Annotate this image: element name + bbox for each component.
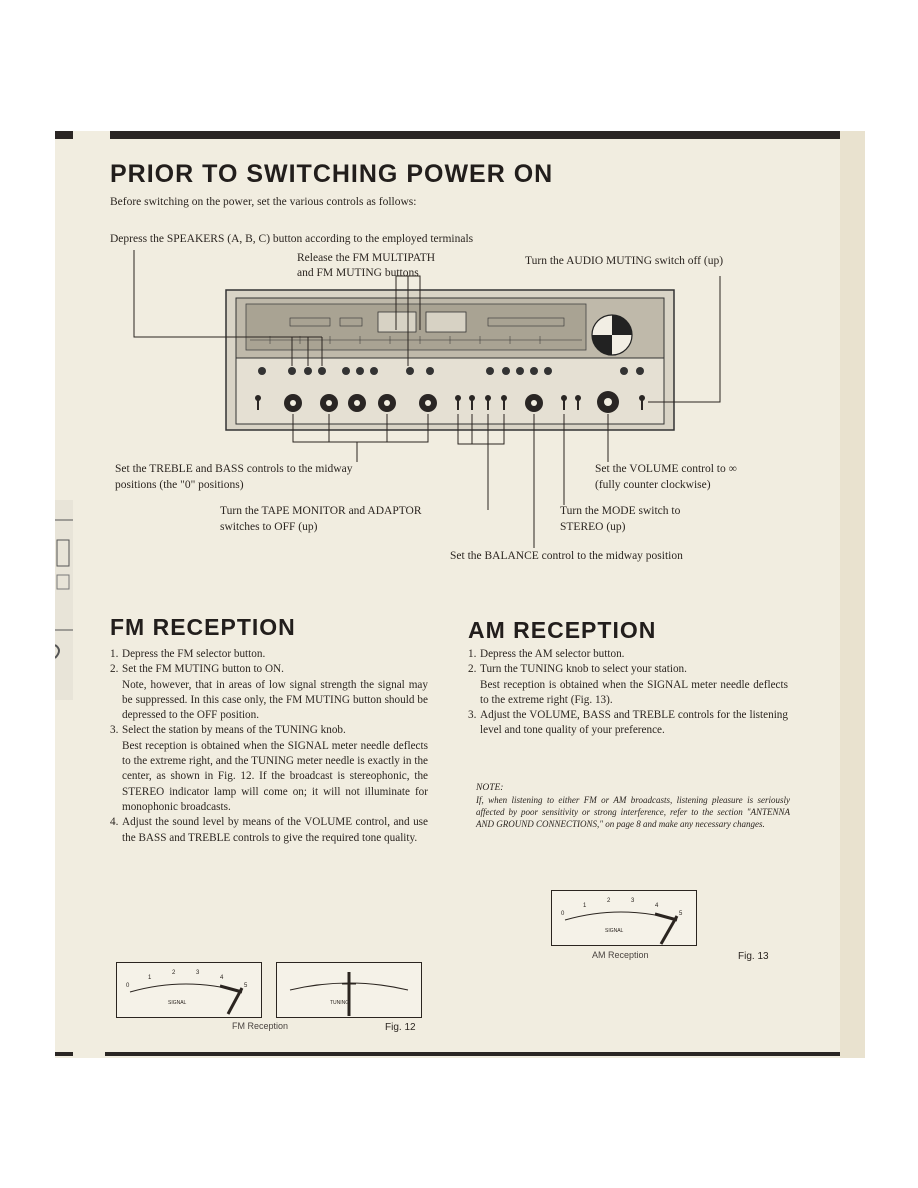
meter-label-signal: SIGNAL: [605, 928, 624, 934]
meter-scale-2: 2: [607, 898, 611, 904]
bottom-rule-left: [55, 1052, 73, 1056]
meter-scale-0: 0: [561, 911, 565, 917]
am-caption: AM Reception: [592, 950, 649, 960]
step-number: 3.: [110, 724, 119, 737]
fm-steps: [110, 647, 428, 846]
step-text: Set the FM MUTING button to ON.: [122, 663, 284, 676]
am-note-title: NOTE:: [476, 783, 504, 793]
step-number: 1.: [468, 648, 477, 660]
fm-section-title: FM RECEPTION: [110, 614, 296, 640]
callout-tape-1: Turn the TAPE MONITOR and ADAPTOR: [220, 505, 422, 517]
am-steps: [468, 647, 788, 739]
step-number: 2.: [468, 663, 477, 676]
callout-multipath-1: Release the FM MULTIPATH: [297, 252, 436, 264]
am-step: [468, 647, 788, 662]
fm-caption: FM Reception: [232, 1021, 289, 1031]
callout-speakers: Depress the SPEAKERS (A, B, C) button according to the employed terminals: [110, 233, 474, 245]
bottom-rule: [105, 1052, 840, 1056]
step-text: Turn the TUNING knob to select your station.: [480, 663, 687, 676]
step-text: Depress the AM selector button.: [480, 648, 625, 660]
intro-text: Before switching on the power, set the various controls as follows:: [110, 196, 417, 208]
meter-scale-3: 3: [196, 970, 200, 976]
meter-scale-1: 1: [583, 903, 587, 909]
callout-audio-muting: Turn the AUDIO MUTING switch off (up): [525, 255, 724, 267]
am-note: [476, 782, 790, 830]
callout-multipath-2: and FM MUTING buttons: [297, 267, 419, 279]
callout-balance: Set the BALANCE control to the midway position: [450, 550, 683, 562]
step-text: Adjust the sound level by means of the VOLUME control, and use the BASS and TREBLE controls to give the required tone quality.: [122, 816, 428, 844]
callout-mode-2: STEREO (up): [560, 521, 626, 533]
step-text: Select the station by means of the TUNING knob.: [122, 724, 346, 737]
fm-signal-meter: [116, 962, 262, 1018]
callout-tape-2: switches to OFF (up): [220, 521, 318, 533]
meter-scale-3: 3: [631, 898, 635, 904]
step-note: Best reception is obtained when the SIGNAL meter needle deflects to the extreme right, and the TUNING meter needle is exactly in the center, as shown in Fig. 12. If the broadcast is stereophonic, the STEREO indicator lamp will come on; it will not illuminate for monophonic broadcasts.: [122, 739, 428, 813]
fm-step: [110, 815, 428, 846]
am-step: [468, 662, 788, 708]
receiver-front-panel: [226, 290, 674, 430]
fm-fig-number: Fig. 12: [385, 1022, 416, 1033]
step-text: Depress the FM selector button.: [122, 648, 266, 660]
step-number: 2.: [110, 663, 119, 676]
page-title: PRIOR TO SWITCHING POWER ON: [110, 160, 554, 188]
step-text: Adjust the VOLUME, BASS and TREBLE controls for the listening level and tone quality of your preference.: [480, 709, 788, 737]
fm-tuning-meter: [276, 962, 422, 1018]
fm-step: [110, 647, 428, 662]
step-number: 3.: [468, 709, 477, 722]
meter-scale-5: 5: [244, 983, 248, 989]
callout-volume-2: (fully counter clockwise): [595, 479, 711, 491]
step-number: 1.: [110, 648, 119, 660]
am-section-title: AM RECEPTION: [468, 617, 657, 643]
meter-label-signal: SIGNAL: [168, 1000, 187, 1006]
meter-scale-5: 5: [679, 911, 683, 917]
am-step: [468, 708, 788, 739]
meter-scale-2: 2: [172, 970, 176, 976]
step-number: 4.: [110, 816, 119, 829]
am-signal-meter: [551, 890, 697, 946]
step-note: Best reception is obtained when the SIGNAL meter needle deflects to the extreme right (Fig. 13).: [480, 678, 788, 706]
callout-volume-1: Set the VOLUME control to ∞: [595, 463, 737, 475]
meter-scale-4: 4: [655, 903, 659, 909]
callout-treble-bass-2: positions (the "0" positions): [115, 479, 244, 491]
fm-step: [110, 662, 428, 723]
am-note-text: If, when listening to either FM or AM broadcasts, listening pleasure is seriously affected by poor sensitivity or strong interference, refer to the section "ANTENNA AND GROUND CONNECTIONS," on page 8 and make any necessary changes.: [476, 795, 790, 829]
meter-scale-1: 1: [148, 975, 152, 981]
meter-scale-4: 4: [220, 975, 224, 981]
am-fig-number: Fig. 13: [738, 951, 769, 962]
meter-scale-0: 0: [126, 983, 130, 989]
fm-step: [110, 723, 428, 815]
meter-label-tuning: TUNING: [330, 1000, 350, 1006]
callout-treble-bass-1: Set the TREBLE and BASS controls to the midway: [115, 463, 353, 475]
callout-mode-1: Turn the MODE switch to: [560, 505, 681, 517]
step-note: Note, however, that in areas of low signal strength the signal may be suppressed. In this case only, the FM MUTING button should be depressed to the OFF position.: [122, 678, 428, 722]
